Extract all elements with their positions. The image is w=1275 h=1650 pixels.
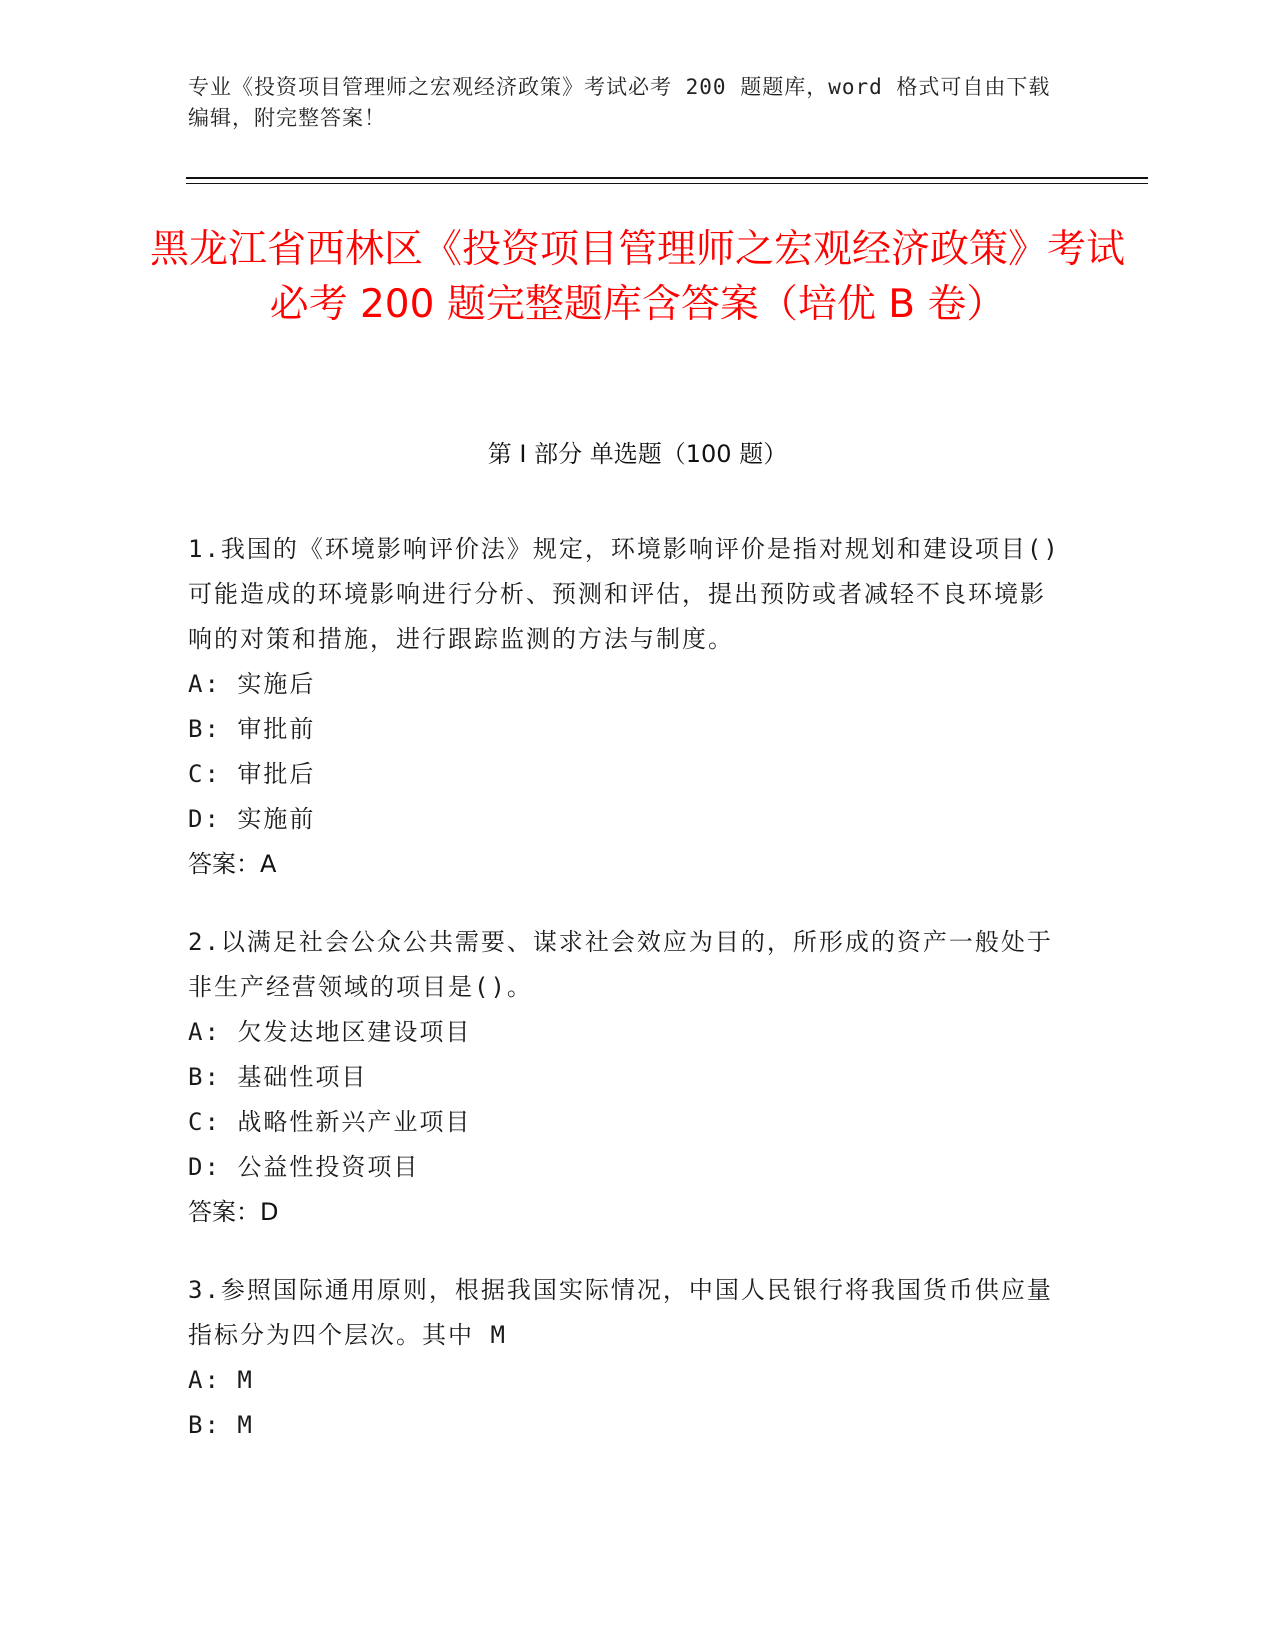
header-note: 专业《投资项目管理师之宏观经济政策》考试必考 200 题题库，word 格式可自由下载编辑，附完整答案！: [188, 75, 1051, 130]
question-stem: 1.我国的《环境影响评价法》规定，环境影响评价是指对规划和建设项目()可能造成的环境影响进行分析、预测和评估，提出预防或者减轻不良环境影响的对策和措施，进行跟踪监测的方法与制度。: [188, 535, 1060, 653]
option-b: B: 基础性项目: [188, 1063, 368, 1091]
question-stem: 2.以满足社会公众公共需要、谋求社会效应为目的，所形成的资产一般处于非生产经营领域的项目是()。: [188, 928, 1053, 1001]
option-c: C: 审批后: [188, 760, 316, 788]
question-1: [188, 527, 1068, 887]
option-b: B: M: [188, 1411, 254, 1439]
answer-line: 答案：D: [188, 1198, 279, 1226]
option-c: C: 战略性新兴产业项目: [188, 1108, 472, 1136]
option-a: A: 欠发达地区建设项目: [188, 1018, 472, 1046]
question-3: [188, 1268, 1068, 1448]
header-divider-thin: [186, 183, 1148, 184]
header-divider-thick: [186, 177, 1148, 179]
question-stem: 3.参照国际通用原则，根据我国实际情况，中国人民银行将我国货币供应量指标分为四个层次。其中 M: [188, 1276, 1053, 1349]
section-title: 第 I 部分 单选题（100 题）: [487, 440, 788, 468]
option-b: B: 审批前: [188, 715, 316, 743]
option-a: A: M: [188, 1366, 254, 1394]
question-2: [188, 920, 1068, 1235]
question-list: [188, 527, 1068, 1481]
option-a: A: 实施后: [188, 670, 316, 698]
document-title: 黑龙江省西林区《投资项目管理师之宏观经济政策》考试必考 200 题完整题库含答案（培优 B 卷）: [150, 227, 1126, 327]
answer-line: 答案：A: [188, 850, 277, 878]
option-d: D: 公益性投资项目: [188, 1153, 420, 1181]
option-d: D: 实施前: [188, 805, 316, 833]
